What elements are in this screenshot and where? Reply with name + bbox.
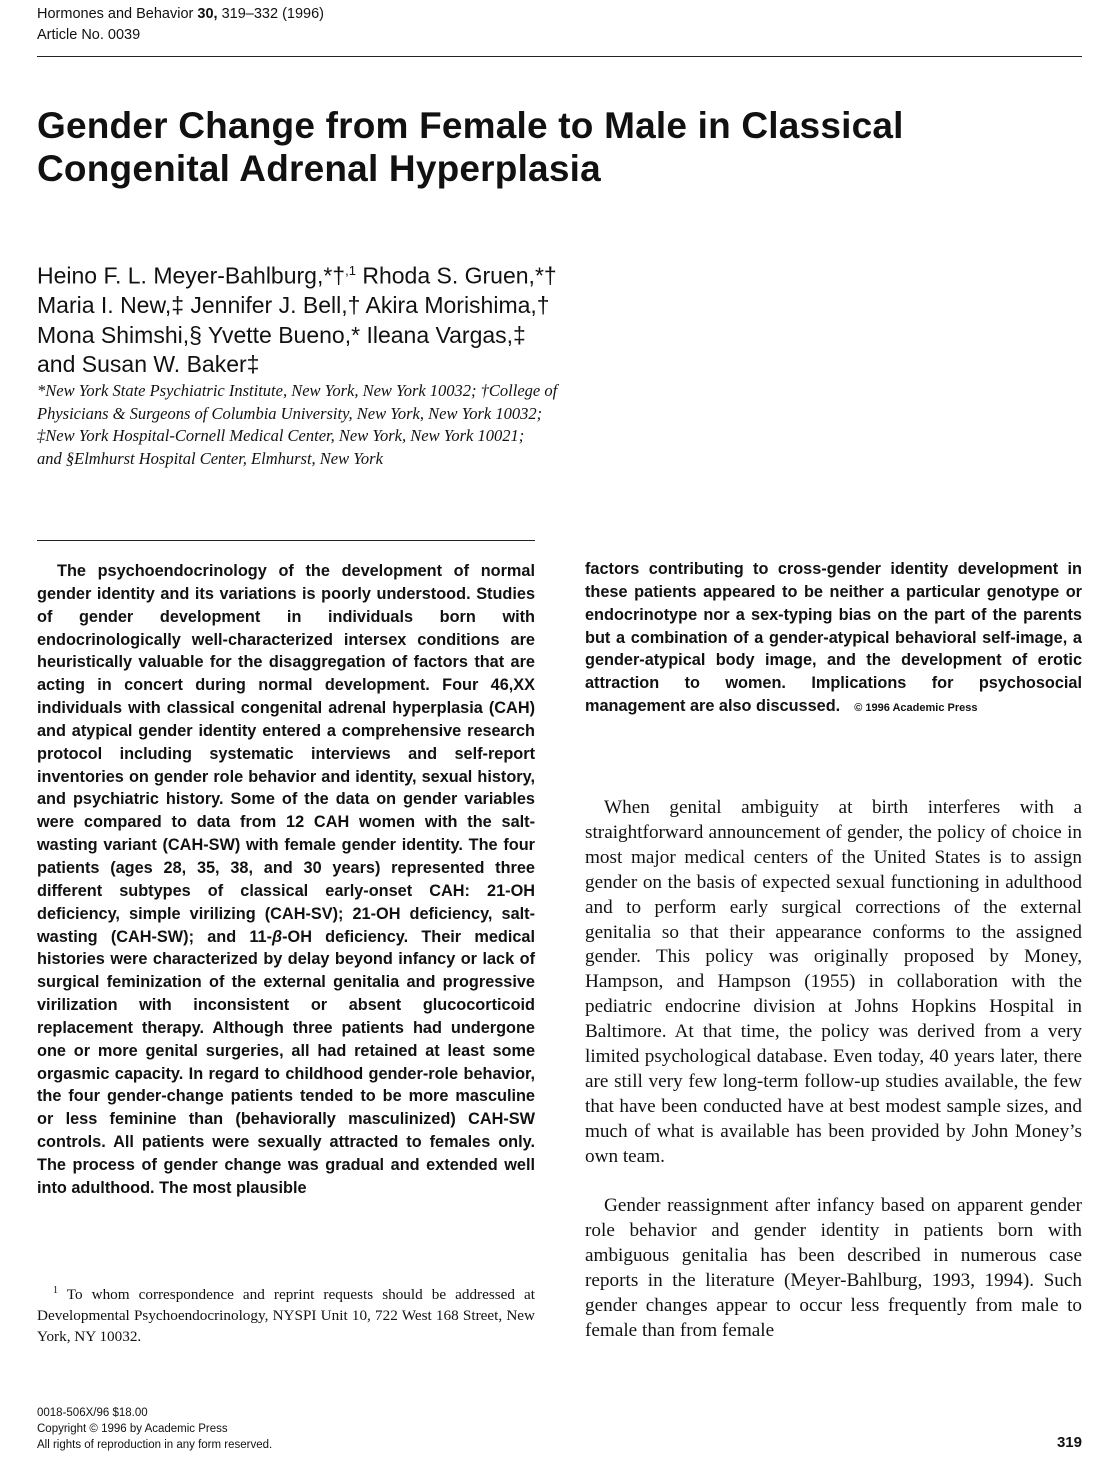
journal-pages-year: 319–332 (1996)	[221, 6, 325, 22]
authors-line-2: Maria I. New,‡ Jennifer J. Bell,† Akira Morishima,†	[37, 292, 550, 319]
affiliation-line-1: *New York State Psychiatric Institute, New York, New York 10032; †College of	[37, 381, 558, 400]
abstract-text-part-1: The psychoendocrinology of the development of normal gender identity and its variations is poorly understood. Studies of gender development in individuals born with endocrinologically well-characterized intersex conditions are heuristically valuable for the disaggregation of factors that are acting in concert during normal development. Four 46,XX individuals with classical congenital adrenal hyperplasia (CAH) and atypical gender identity entered a comprehensive research protocol including systematic interviews and self-report inventories on gender role behavior and identity, sexual history, and psychiatric history. Some of the data on gender variables were compared to data from 12 CAH women with the salt-wasting variant (CAH-SW) with female gender identity. The four patients (ages 28, 35, 38, and 30 years) represented three different subtypes of classical early-onset CAH: 21-OH deficiency, simple virilizing (CAH-SV); 21-OH deficiency, salt-wasting (CAH-SW); and 11-	[37, 562, 535, 946]
journal-name: Hormones and Behavior	[37, 6, 194, 22]
article-number: Article No. 0039	[37, 27, 141, 43]
footer-copyright-line: Copyright © 1996 by Academic Press	[37, 1423, 228, 1435]
footnote-text: To whom correspondence and reprint requests should be addressed at Developmental Psychoendocrinology, NYSPI Unit 10, 722 West 168 Street, New York, NY 10032.	[37, 1286, 535, 1346]
affiliation-line-3: ‡New York Hospital-Cornell Medical Center, New York, New York 10021;	[37, 426, 525, 445]
author-1-marks: *†	[323, 262, 346, 289]
journal-header	[37, 4, 324, 46]
header-rule	[37, 56, 1082, 57]
affiliation-line-4: and §Elmhurst Hospital Center, Elmhurst, New York	[37, 448, 383, 468]
abstract-copyright: © 1996 Academic Press	[854, 702, 978, 715]
footnote-marker: 1	[53, 1285, 58, 1296]
authors-line-4: and Susan W. Baker‡	[37, 351, 260, 378]
abstract-text-part-3: factors contributing to cross-gender identity development in these patients appeared to be neither a particular genotype or endocrinotype nor a sex-typing bias on the part of the parents but a combination of a gender-atypical behavioral self-image, a gender-atypical body image, and the development of erotic attraction to women. Implications for psychosocial management are also discussed.	[585, 560, 1082, 716]
authors-line-3: Mona Shimshi,§ Yvette Bueno,* Ileana Vargas,‡	[37, 321, 526, 348]
abstract-right-column	[585, 558, 1082, 720]
footnote	[37, 1280, 535, 1347]
footer-rights: All rights of reproduction in any form reserved.	[37, 1439, 273, 1451]
affiliation-line-2: Physicians & Surgeons of Columbia University, New York, New York 10032;	[37, 403, 543, 423]
author-list	[37, 256, 737, 380]
footer-issn-price: 0018-506X/96 $18.00	[37, 1407, 148, 1419]
body-paragraph-2: Gender reassignment after infancy based on apparent gender role behavior and gender identity in patients born with ambiguous genitalia has been described in numerous case reports in the literature (Meyer-Bahlburg, 1993, 1994). Such gender changes appear to occur less frequently from male to female than from female	[585, 1195, 1082, 1341]
title-line-2: Congenital Adrenal Hyperplasia	[37, 148, 601, 189]
author-1-name: Heino F. L. Meyer-Bahlburg,	[37, 262, 324, 289]
abstract-left-column	[37, 560, 535, 1200]
affiliations	[37, 380, 677, 470]
author-1-footnote-mark: ,1	[345, 263, 356, 278]
title-line-1: Gender Change from Female to Male in Classical	[37, 105, 904, 146]
journal-citation	[37, 4, 324, 25]
author-2: Rhoda S. Gruen,*†	[362, 262, 557, 289]
article-title	[37, 104, 1037, 190]
page-number: 319	[1056, 1434, 1082, 1451]
body-paragraph-1: When genital ambiguity at birth interferes with a straightforward announcement of gender, the policy of choice in most major medical centers of the United States is to assign gender on the basis of expected sexual functioning in adulthood and to perform early surgical corrections of the external genitalia so that their appearance conforms to the assigned gender. This policy was originally proposed by Money, Hampson, and Hampson (1955) in collaboration with the pediatric endocrine division at Johns Hopkins Hospital in Baltimore. At that time, the policy was derived from a very limited psychological database. Even today, 40 years later, there are still very few long-term follow-up studies available, the few that have been conducted have at best modest sample sizes, and much of what is available has been provided by John Money’s own team.	[585, 797, 1082, 1167]
beta-symbol: β	[272, 927, 283, 946]
authors-line-1	[37, 256, 737, 291]
abstract-text-part-2: -OH deficiency. Their medical histories were characterized by delay beyond infancy or lack of surgical feminization of the external genitalia and progressive virilization with inconsistent or absent glucocorticoid replacement therapy. Although three patients had undergone one or more genital surgeries, all had retained at least some orgasmic capacity. In regard to childhood gender-role behavior, the four gender-change patients tended to be more masculine or less feminine than (behaviorally masculinized) CAH-SW controls. All patients were sexually attracted to females only. The process of gender change was gradual and extended well into adulthood. The most plausible	[37, 927, 535, 1197]
footer-copyright	[37, 1405, 272, 1453]
journal-volume: 30,	[197, 6, 218, 22]
abstract-rule	[37, 540, 535, 541]
